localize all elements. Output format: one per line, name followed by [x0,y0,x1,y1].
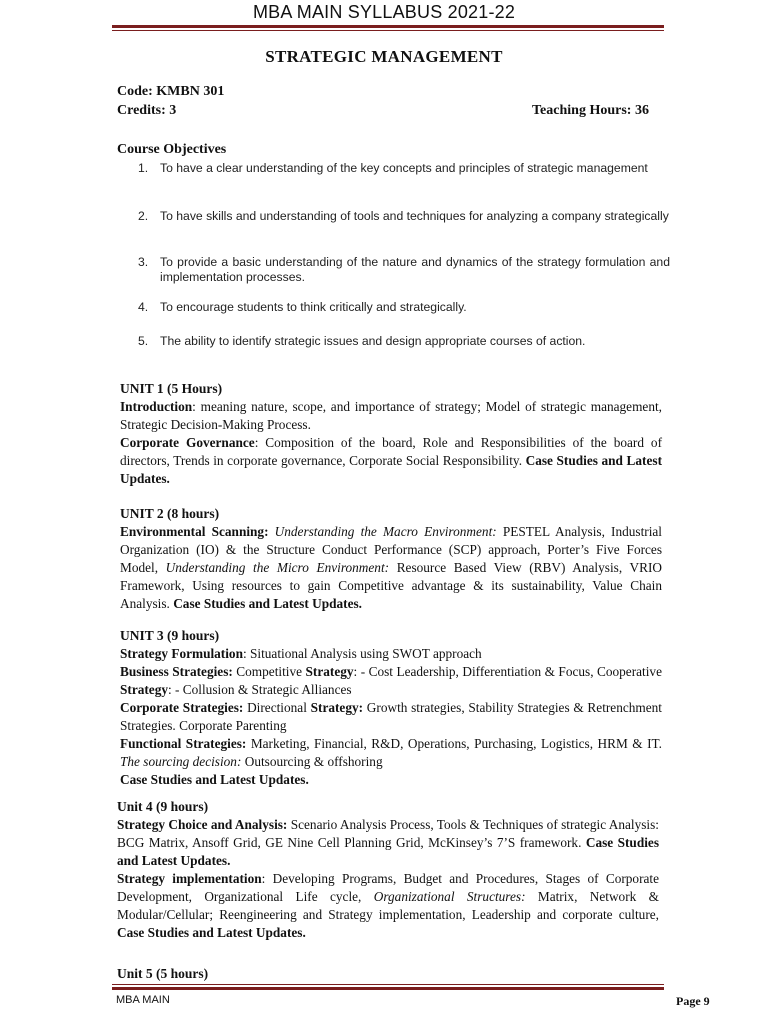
unit-5-heading: Unit 5 (5 hours) [117,966,209,981]
objective-number: 5. [138,334,149,348]
unit-1-heading: UNIT 1 (5 Hours) [120,381,223,396]
page-number: Page 9 [676,994,710,1008]
formulation-label: Strategy Formulation [120,646,243,661]
corporate-rest: Growth strategies, Stability Strategies & Retrenchment Strategies. Corporate Parenting [120,700,662,733]
unit-3-section [120,627,662,789]
formulation-text: : Situational Analysis using SWOT approach [242,646,482,661]
teaching-hours: Teaching Hours: 36 [532,103,649,118]
unit-1-introduction [120,398,662,434]
introduction-text: : meaning nature, scope, and importance of strategy; Model of strategic management, Strategic Decision-Making Process. [120,399,662,432]
objective-item [138,161,670,176]
footer-rule-thin [112,984,664,985]
business-strategies-label: Business Strategies: [120,664,233,679]
strategy-word: Strategy [305,664,354,679]
header-rule-thin [112,30,664,31]
footer-left-label: MBA MAIN [116,994,170,1006]
footer-rule-thick [112,987,664,990]
functional-strategies-label: Functional Strategies: [120,736,247,751]
objectives-heading: Course Objectives [117,142,227,157]
header-rule-thick [112,25,664,28]
implementation-label: Strategy implementation [117,871,262,886]
objective-text: To encourage students to think critically and strategically. [160,300,467,314]
strategy-word: Strategy: [310,700,364,715]
macro-environment-text: PESTEL Analysis, Industrial Organization (IO) & the Structure Conduct Performance (SCP) approach, Porter’s Five Forces Model, [120,524,662,575]
corporate-strategies-label: Corporate Strategies: [120,700,244,715]
case-studies-label: Case Studies and Latest Updates. [120,772,309,787]
macro-environment-label: Understanding the Macro Environment: [274,524,497,539]
objective-text: The ability to identify strategic issues and design appropriate courses of action. [160,334,586,348]
implementation-rest: Matrix, Network & Modular/Cellular; Reengineering and Strategy implementation, Leadership and corporate culture, [117,889,660,922]
unit-4-implementation [117,870,659,942]
organizational-structures-label: Organizational Structures: [373,889,526,904]
case-studies-label: Case Studies and Latest Updates. [117,835,659,868]
objective-text: To have skills and understanding of tools and techniques for analyzing a company strategically [160,209,669,223]
objective-number: 2. [138,209,149,223]
sourcing-text: Outsourcing & offshoring [241,754,383,769]
unit-3-formulation [120,645,662,663]
implementation-text: : Developing Programs, Budget and Procedures, Stages of Corporate Development, Organizational Life cycle, [117,871,659,904]
unit-1-governance [120,434,662,488]
environmental-scanning-label: Environmental Scanning: [120,524,269,539]
unit-3-functional-strategies [120,735,662,771]
unit-2-heading: UNIT 2 (8 hours) [120,506,220,521]
course-credits: Credits: 3 [117,103,177,118]
objective-text: To have a clear understanding of the key concepts and principles of strategic management [160,161,648,175]
objective-number: 4. [138,300,149,314]
unit-3-case-studies [120,771,662,789]
unit-1-section [120,380,662,488]
unit-3-heading: UNIT 3 (9 hours) [120,628,220,643]
micro-environment-label: Understanding the Micro Environment: [165,560,390,575]
directional-text: Directional [243,700,311,715]
case-studies-label: Case Studies and Latest Updates. [117,925,306,940]
cooperative-rest: : - Collusion & Strategic Alliances [168,682,352,697]
functional-text: Marketing, Financial, R&D, Operations, Purchasing, Logistics, HRM & IT. [246,736,662,751]
choice-analysis-label: Strategy Choice and Analysis: [117,817,288,832]
micro-environment-text: Resource Based View (RBV) Analysis, VRIO Framework, Using resources to gain Competitive advantage & its sustainability, Value Chain Analysis. [120,560,662,611]
sourcing-decision-label: The sourcing decision: [120,754,242,769]
competitive-rest: : - Cost Leadership, Differentiation & Focus, Cooperative [353,664,662,679]
choice-analysis-text: Scenario Analysis Process, Tools & Techniques of strategic Analysis: BCG Matrix, Ansoff Grid, GE Nine Cell Planning Grid, McKinsey’s 7’S framework. [117,817,659,850]
document-title: STRATEGIC MANAGEMENT [265,47,503,66]
objective-number: 1. [138,161,149,175]
case-studies-label: Case Studies and Latest Updates. [120,453,662,486]
unit-2-environmental-scanning [120,523,662,613]
introduction-label: Introduction [120,399,193,414]
competitive-text: Competitive [232,664,306,679]
unit-4-section [117,798,659,942]
strategy-word: Strategy [120,682,168,697]
objective-item [138,300,670,315]
course-code: Code: KMBN 301 [117,84,225,99]
objective-item [138,209,670,224]
unit-3-corporate-strategies [120,699,662,735]
governance-label: Corporate Governance [120,435,255,450]
case-studies-label: Case Studies and Latest Updates. [173,596,362,611]
page-header-title: MBA MAIN SYLLABUS 2021-22 [252,2,516,22]
objective-text: To provide a basic understanding of the nature and dynamics of the strategy formulation and implementation processes. [160,255,670,284]
unit-4-choice-analysis [117,816,659,870]
objective-number: 3. [138,255,149,269]
objective-item [138,334,670,349]
unit-2-section [120,505,662,613]
governance-text: : Composition of the board, Role and Responsibilities of the board of directors, Trends in corporate governance, Corporate Social Responsibility. [120,435,662,468]
unit-3-business-strategies [120,663,662,699]
objective-item [138,255,670,285]
unit-4-heading: Unit 4 (9 hours) [117,799,209,814]
